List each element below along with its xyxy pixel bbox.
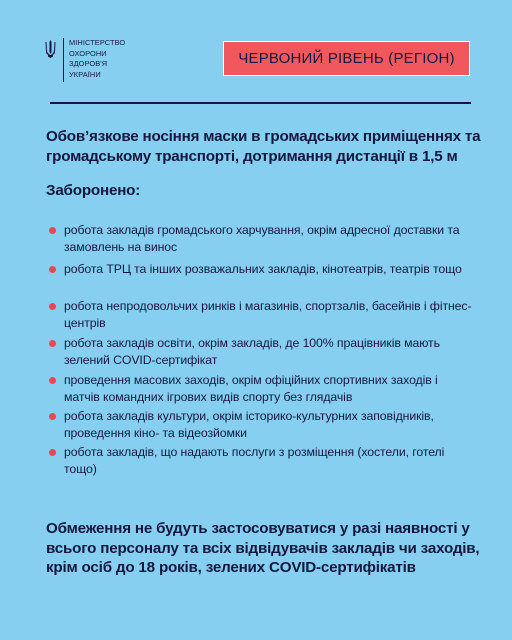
bullet-icon — [49, 227, 56, 234]
list-item — [46, 335, 476, 369]
list-item-text: робота закладів освіти, окрім закладів, де 100% працівників мають зелений COVID-сертифікат — [64, 336, 440, 367]
list-item — [46, 222, 476, 256]
ministry-name-line: ЗДОРОВ'Я — [69, 59, 108, 68]
list-item-text: робота закладів, що надають послуги з розміщення (хостели, готелі тощо) — [64, 445, 445, 476]
bullet-icon — [49, 449, 56, 456]
list-item — [46, 261, 476, 278]
list-item-text: робота непродовольчих ринків і магазинів, спортзалів, басейнів і фітнес-центрів — [64, 299, 472, 330]
bullet-icon — [49, 413, 56, 420]
list-item — [46, 444, 476, 478]
bullet-icon — [49, 303, 56, 310]
bullet-icon — [49, 266, 56, 273]
prohibited-title: Заборонено: — [46, 182, 141, 199]
list-item-text: робота ТРЦ та інших розважальних закладів, кінотеатрів, театрів тощо — [64, 262, 462, 276]
ministry-name-line: ОХОРОНИ — [69, 48, 107, 58]
bullet-icon — [49, 377, 56, 384]
list-item — [46, 372, 476, 406]
list-item-text: робота закладів громадського харчування, окрім адресної доставки та замовлень на винос — [64, 223, 460, 254]
list-item-text: проведення масових заходів, окрім офіційних спортивних заходів і матчів командних ігрових видів спорту без глядачів — [64, 373, 438, 404]
bullet-icon — [49, 340, 56, 347]
restrictions-exemption-note: Обмеження не будуть застосовуватися у разі наявності у всього персоналу та всіх відвідувачів закладів чи заходів, крім осіб до 18 років, зелених COVID-сертифікатів — [46, 520, 480, 576]
trident-icon — [44, 39, 57, 59]
header-divider — [50, 102, 471, 104]
list-item-text: робота закладів культури, окрім історико-культурних заповідників, проведення кіно- та відеозйомки — [64, 409, 434, 440]
ministry-logo — [44, 38, 125, 82]
ministry-name — [69, 38, 125, 80]
level-badge: ЧЕРВОНИЙ РІВЕНЬ (РЕГІОН) — [223, 41, 470, 76]
ministry-name-line: МІНІСТЕРСТВО — [69, 38, 126, 47]
mask-requirement-heading: Обов’язкове носіння маски в громадських приміщеннях та громадському транспорті, дотримання дистанції в 1,5 м — [46, 128, 481, 165]
list-item — [46, 298, 476, 332]
list-item — [46, 408, 476, 442]
ministry-name-line: УКРАЇНИ — [69, 69, 101, 79]
logo-divider — [63, 38, 64, 82]
